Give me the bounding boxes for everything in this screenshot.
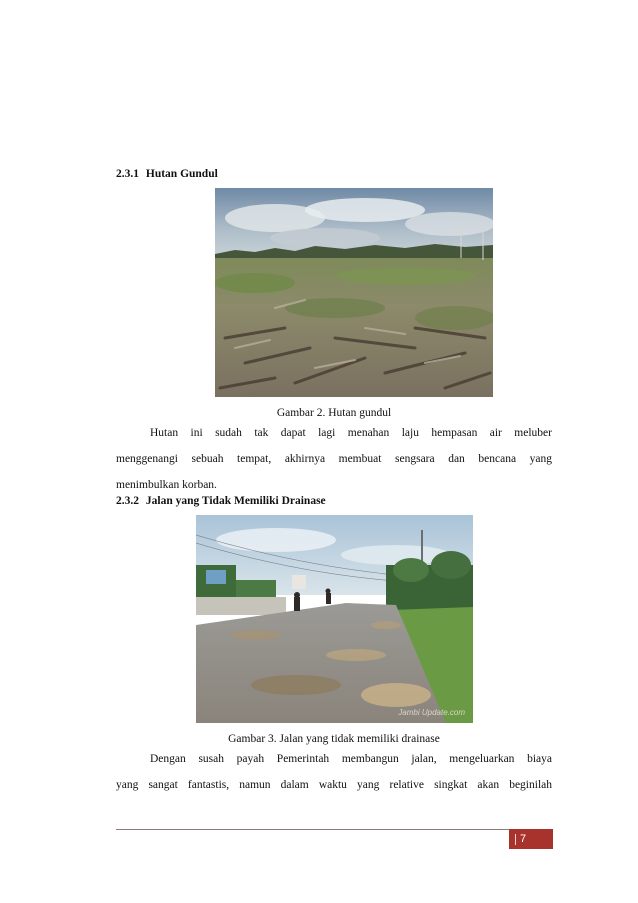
paragraph-line: menimbulkan korban. xyxy=(116,479,217,491)
section-number: 2.3.2 xyxy=(116,495,139,507)
section-heading-2-3-2 xyxy=(116,494,326,508)
footer-divider xyxy=(116,829,509,830)
page-number-separator xyxy=(515,834,516,845)
figure-road-no-drainage xyxy=(196,515,473,723)
figure-deforested-forest xyxy=(215,188,493,397)
page-number-box xyxy=(509,829,553,849)
paragraph-line: Hutan ini sudah tak dapat lagi menahan laju hempasan air meluber xyxy=(150,427,552,439)
figure-caption-2: Gambar 2. Hutan gundul xyxy=(276,407,392,419)
paragraph-drainase xyxy=(116,746,552,798)
paragraph-line: Dengan susah payah Pemerintah membangun jalan, mengeluarkan biaya xyxy=(150,753,552,765)
road-no-drainage-photo xyxy=(196,515,473,723)
section-title: Jalan yang Tidak Memiliki Drainase xyxy=(145,495,326,507)
paragraph-line: menggenangi sebuah tempat, akhirnya membuat sengsara dan bencana yang xyxy=(116,453,552,465)
section-number: 2.3.1 xyxy=(116,168,139,180)
photo-watermark: Jambi Update.com xyxy=(398,708,465,717)
section-heading-2-3-1 xyxy=(116,167,218,181)
section-title: Hutan Gundul xyxy=(145,168,218,180)
figure-caption-3: Gambar 3. Jalan yang tidak memiliki drainase xyxy=(228,733,440,745)
paragraph-hutan-gundul xyxy=(116,420,552,498)
page-number: 7 xyxy=(520,833,527,845)
paragraph-line: yang sangat fantastis, namun dalam waktu yang relative singkat akan beginilah xyxy=(116,779,552,791)
deforested-forest-photo xyxy=(215,188,493,397)
